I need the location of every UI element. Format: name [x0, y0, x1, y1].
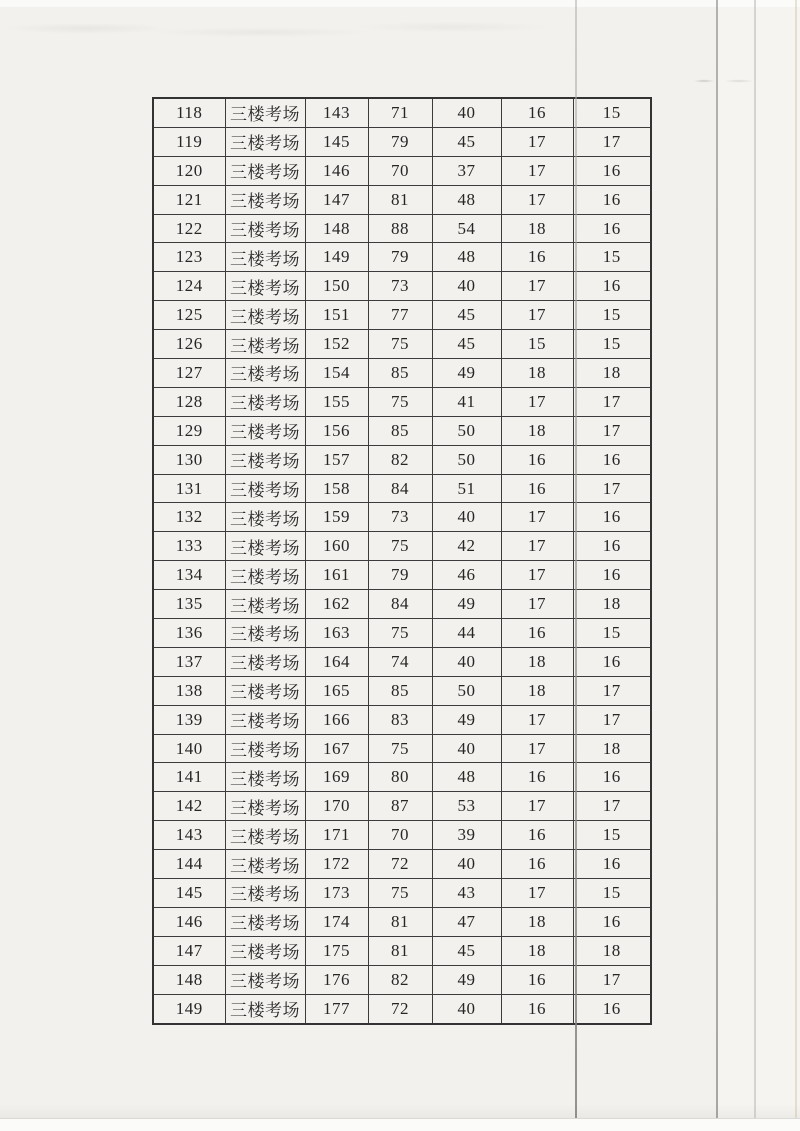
count-a-cell: 81: [368, 936, 432, 965]
venue-cell: 三楼考场: [225, 416, 305, 445]
count-a-cell: 85: [368, 359, 432, 388]
stacked-page-highlight: [718, 0, 800, 1118]
count-c-cell: 17: [501, 127, 573, 156]
count-a-cell: 71: [368, 98, 432, 127]
serial-number-cell: 131: [153, 474, 225, 503]
serial-number-cell: 138: [153, 676, 225, 705]
room-number-cell: 146: [305, 156, 368, 185]
count-d-cell: 16: [573, 156, 651, 185]
count-b-cell: 40: [432, 647, 501, 676]
count-d-cell: 16: [573, 907, 651, 936]
serial-number-cell: 127: [153, 359, 225, 388]
room-number-cell: 154: [305, 359, 368, 388]
venue-cell: 三楼考场: [225, 359, 305, 388]
count-a-cell: 79: [368, 127, 432, 156]
count-d-cell: 16: [573, 561, 651, 590]
count-b-cell: 49: [432, 965, 501, 994]
count-a-cell: 84: [368, 590, 432, 619]
count-d-cell: 15: [573, 879, 651, 908]
count-d-cell: 15: [573, 301, 651, 330]
count-d-cell: 16: [573, 647, 651, 676]
exam-room-table: [152, 97, 652, 1025]
serial-number-cell: 130: [153, 445, 225, 474]
count-a-cell: 85: [368, 416, 432, 445]
serial-number-cell: 140: [153, 734, 225, 763]
room-number-cell: 143: [305, 98, 368, 127]
count-a-cell: 82: [368, 445, 432, 474]
count-b-cell: 40: [432, 98, 501, 127]
page-right-edge: [795, 0, 797, 1118]
count-a-cell: 72: [368, 850, 432, 879]
serial-number-cell: 135: [153, 590, 225, 619]
count-c-cell: 17: [501, 272, 573, 301]
count-b-cell: 44: [432, 619, 501, 648]
venue-cell: 三楼考场: [225, 907, 305, 936]
venue-cell: 三楼考场: [225, 272, 305, 301]
room-number-cell: 149: [305, 243, 368, 272]
count-d-cell: 15: [573, 98, 651, 127]
count-b-cell: 49: [432, 359, 501, 388]
count-c-cell: 17: [501, 705, 573, 734]
venue-cell: 三楼考场: [225, 532, 305, 561]
count-b-cell: 40: [432, 503, 501, 532]
count-d-cell: 16: [573, 850, 651, 879]
room-number-cell: 170: [305, 792, 368, 821]
count-c-cell: 17: [501, 734, 573, 763]
venue-cell: 三楼考场: [225, 214, 305, 243]
count-d-cell: 17: [573, 965, 651, 994]
count-c-cell: 16: [501, 850, 573, 879]
scan-smudge: [0, 18, 580, 44]
count-d-cell: 18: [573, 359, 651, 388]
count-c-cell: 16: [501, 763, 573, 792]
count-b-cell: 40: [432, 272, 501, 301]
room-number-cell: 152: [305, 330, 368, 359]
serial-number-cell: 119: [153, 127, 225, 156]
serial-number-cell: 132: [153, 503, 225, 532]
serial-number-cell: 120: [153, 156, 225, 185]
count-d-cell: 15: [573, 330, 651, 359]
count-a-cell: 88: [368, 214, 432, 243]
count-b-cell: 49: [432, 590, 501, 619]
room-number-cell: 164: [305, 647, 368, 676]
count-d-cell: 16: [573, 185, 651, 214]
venue-cell: 三楼考场: [225, 850, 305, 879]
count-c-cell: 17: [501, 879, 573, 908]
count-b-cell: 54: [432, 214, 501, 243]
count-a-cell: 84: [368, 474, 432, 503]
count-c-cell: 17: [501, 792, 573, 821]
count-a-cell: 85: [368, 676, 432, 705]
venue-cell: 三楼考场: [225, 619, 305, 648]
page-bottom-shadow: [0, 1104, 800, 1118]
serial-number-cell: 134: [153, 561, 225, 590]
venue-cell: 三楼考场: [225, 156, 305, 185]
count-b-cell: 53: [432, 792, 501, 821]
venue-cell: 三楼考场: [225, 474, 305, 503]
room-number-cell: 148: [305, 214, 368, 243]
count-a-cell: 72: [368, 994, 432, 1023]
count-d-cell: 16: [573, 994, 651, 1023]
count-a-cell: 70: [368, 821, 432, 850]
room-number-cell: 175: [305, 936, 368, 965]
venue-cell: 三楼考场: [225, 792, 305, 821]
count-c-cell: 17: [501, 532, 573, 561]
serial-number-cell: 145: [153, 879, 225, 908]
count-b-cell: 45: [432, 127, 501, 156]
serial-number-cell: 128: [153, 387, 225, 416]
room-number-cell: 171: [305, 821, 368, 850]
serial-number-cell: 123: [153, 243, 225, 272]
page-fold-line: [575, 0, 577, 1118]
count-a-cell: 75: [368, 532, 432, 561]
count-c-cell: 16: [501, 474, 573, 503]
count-d-cell: 15: [573, 243, 651, 272]
count-a-cell: 75: [368, 879, 432, 908]
count-a-cell: 75: [368, 734, 432, 763]
count-b-cell: 48: [432, 185, 501, 214]
serial-number-cell: 144: [153, 850, 225, 879]
count-d-cell: 18: [573, 734, 651, 763]
scanner-background: [0, 1118, 800, 1131]
count-d-cell: 18: [573, 936, 651, 965]
serial-number-cell: 137: [153, 647, 225, 676]
count-c-cell: 18: [501, 676, 573, 705]
count-d-cell: 16: [573, 214, 651, 243]
count-b-cell: 39: [432, 821, 501, 850]
count-c-cell: 17: [501, 156, 573, 185]
venue-cell: 三楼考场: [225, 734, 305, 763]
count-a-cell: 80: [368, 763, 432, 792]
count-c-cell: 16: [501, 965, 573, 994]
venue-cell: 三楼考场: [225, 445, 305, 474]
count-d-cell: 16: [573, 445, 651, 474]
room-number-cell: 160: [305, 532, 368, 561]
serial-number-cell: 136: [153, 619, 225, 648]
count-a-cell: 77: [368, 301, 432, 330]
room-number-cell: 155: [305, 387, 368, 416]
count-b-cell: 40: [432, 994, 501, 1023]
venue-cell: 三楼考场: [225, 301, 305, 330]
serial-number-cell: 124: [153, 272, 225, 301]
count-c-cell: 15: [501, 330, 573, 359]
room-number-cell: 173: [305, 879, 368, 908]
venue-cell: 三楼考场: [225, 561, 305, 590]
count-a-cell: 70: [368, 156, 432, 185]
serial-number-cell: 126: [153, 330, 225, 359]
serial-number-cell: 122: [153, 214, 225, 243]
serial-number-cell: 143: [153, 821, 225, 850]
room-number-cell: 156: [305, 416, 368, 445]
serial-number-cell: 121: [153, 185, 225, 214]
count-b-cell: 50: [432, 416, 501, 445]
scan-top-edge: [0, 0, 800, 7]
room-number-cell: 161: [305, 561, 368, 590]
count-d-cell: 18: [573, 590, 651, 619]
room-number-cell: 151: [305, 301, 368, 330]
serial-number-cell: 139: [153, 705, 225, 734]
room-number-cell: 174: [305, 907, 368, 936]
venue-cell: 三楼考场: [225, 647, 305, 676]
venue-cell: 三楼考场: [225, 243, 305, 272]
scan-smudge-dashes: [690, 78, 760, 84]
count-a-cell: 82: [368, 965, 432, 994]
count-c-cell: 18: [501, 907, 573, 936]
stacked-page-edge-line: [716, 0, 718, 1118]
count-a-cell: 81: [368, 907, 432, 936]
venue-cell: 三楼考场: [225, 330, 305, 359]
count-c-cell: 18: [501, 359, 573, 388]
room-number-cell: 163: [305, 619, 368, 648]
count-b-cell: 47: [432, 907, 501, 936]
venue-cell: 三楼考场: [225, 705, 305, 734]
count-b-cell: 45: [432, 330, 501, 359]
count-d-cell: 16: [573, 272, 651, 301]
count-b-cell: 45: [432, 936, 501, 965]
count-a-cell: 74: [368, 647, 432, 676]
count-a-cell: 83: [368, 705, 432, 734]
count-c-cell: 18: [501, 214, 573, 243]
count-c-cell: 16: [501, 98, 573, 127]
count-b-cell: 49: [432, 705, 501, 734]
count-c-cell: 17: [501, 185, 573, 214]
count-d-cell: 15: [573, 619, 651, 648]
venue-cell: 三楼考场: [225, 98, 305, 127]
venue-cell: 三楼考场: [225, 387, 305, 416]
count-a-cell: 75: [368, 387, 432, 416]
count-c-cell: 18: [501, 647, 573, 676]
serial-number-cell: 118: [153, 98, 225, 127]
count-c-cell: 17: [501, 561, 573, 590]
room-number-cell: 157: [305, 445, 368, 474]
count-d-cell: 17: [573, 416, 651, 445]
venue-cell: 三楼考场: [225, 185, 305, 214]
venue-cell: 三楼考场: [225, 127, 305, 156]
venue-cell: 三楼考场: [225, 590, 305, 619]
count-d-cell: 17: [573, 127, 651, 156]
count-c-cell: 16: [501, 619, 573, 648]
room-number-cell: 162: [305, 590, 368, 619]
count-d-cell: 17: [573, 387, 651, 416]
venue-cell: 三楼考场: [225, 994, 305, 1023]
serial-number-cell: 146: [153, 907, 225, 936]
count-d-cell: 17: [573, 474, 651, 503]
serial-number-cell: 129: [153, 416, 225, 445]
count-c-cell: 17: [501, 503, 573, 532]
room-number-cell: 166: [305, 705, 368, 734]
room-number-cell: 145: [305, 127, 368, 156]
count-a-cell: 81: [368, 185, 432, 214]
venue-cell: 三楼考场: [225, 503, 305, 532]
count-a-cell: 79: [368, 561, 432, 590]
count-c-cell: 18: [501, 416, 573, 445]
venue-cell: 三楼考场: [225, 965, 305, 994]
count-c-cell: 17: [501, 387, 573, 416]
count-b-cell: 51: [432, 474, 501, 503]
count-a-cell: 75: [368, 619, 432, 648]
count-d-cell: 17: [573, 792, 651, 821]
room-number-cell: 159: [305, 503, 368, 532]
count-c-cell: 16: [501, 994, 573, 1023]
count-b-cell: 43: [432, 879, 501, 908]
serial-number-cell: 147: [153, 936, 225, 965]
count-c-cell: 16: [501, 821, 573, 850]
count-b-cell: 50: [432, 445, 501, 474]
venue-cell: 三楼考场: [225, 676, 305, 705]
count-b-cell: 48: [432, 243, 501, 272]
count-c-cell: 17: [501, 301, 573, 330]
count-a-cell: 73: [368, 272, 432, 301]
room-number-cell: 150: [305, 272, 368, 301]
count-b-cell: 40: [432, 734, 501, 763]
count-b-cell: 37: [432, 156, 501, 185]
count-d-cell: 16: [573, 532, 651, 561]
count-b-cell: 46: [432, 561, 501, 590]
stacked-page-edge-line-2: [754, 0, 756, 1118]
venue-cell: 三楼考场: [225, 936, 305, 965]
count-d-cell: 17: [573, 676, 651, 705]
count-c-cell: 16: [501, 445, 573, 474]
room-number-cell: 172: [305, 850, 368, 879]
count-b-cell: 40: [432, 850, 501, 879]
count-a-cell: 73: [368, 503, 432, 532]
serial-number-cell: 141: [153, 763, 225, 792]
count-d-cell: 15: [573, 821, 651, 850]
serial-number-cell: 125: [153, 301, 225, 330]
room-number-cell: 147: [305, 185, 368, 214]
serial-number-cell: 149: [153, 994, 225, 1023]
serial-number-cell: 133: [153, 532, 225, 561]
room-number-cell: 167: [305, 734, 368, 763]
room-number-cell: 165: [305, 676, 368, 705]
serial-number-cell: 148: [153, 965, 225, 994]
count-b-cell: 45: [432, 301, 501, 330]
count-a-cell: 75: [368, 330, 432, 359]
count-b-cell: 48: [432, 763, 501, 792]
count-c-cell: 18: [501, 936, 573, 965]
count-a-cell: 87: [368, 792, 432, 821]
count-b-cell: 42: [432, 532, 501, 561]
venue-cell: 三楼考场: [225, 821, 305, 850]
venue-cell: 三楼考场: [225, 879, 305, 908]
room-number-cell: 176: [305, 965, 368, 994]
room-number-cell: 169: [305, 763, 368, 792]
room-number-cell: 158: [305, 474, 368, 503]
count-d-cell: 16: [573, 763, 651, 792]
count-b-cell: 50: [432, 676, 501, 705]
venue-cell: 三楼考场: [225, 763, 305, 792]
count-c-cell: 16: [501, 243, 573, 272]
serial-number-cell: 142: [153, 792, 225, 821]
count-b-cell: 41: [432, 387, 501, 416]
count-c-cell: 17: [501, 590, 573, 619]
count-d-cell: 16: [573, 503, 651, 532]
room-number-cell: 177: [305, 994, 368, 1023]
count-a-cell: 79: [368, 243, 432, 272]
count-d-cell: 17: [573, 705, 651, 734]
